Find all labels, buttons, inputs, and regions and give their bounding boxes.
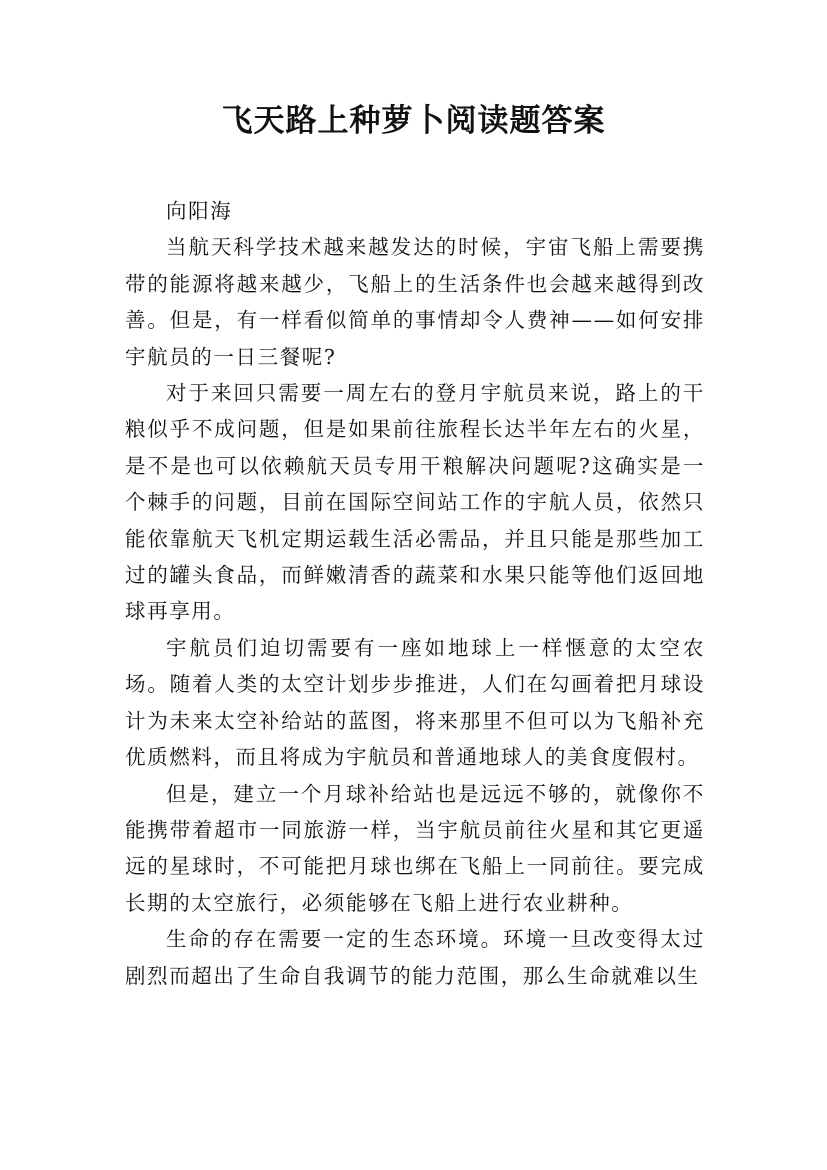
paragraph-1: 当航天科学技术越来越发达的时候，宇宙飞船上需要携带的能源将越来越少，飞船上的生活条件也会越来越得到改善。但是，有一样看似简单的事情却令人费神——如何安排宇航员的一日三餐呢? [125,235,705,369]
document-title: 飞天路上种萝卜阅读题答案 [221,103,606,139]
paragraph-5: 生命的存在需要一定的生态环境。环境一旦改变得太过剧烈而超出了生命自我调节的能力范围，那么生命就难以生 [125,927,705,988]
author-name: 向阳海 [166,199,233,223]
paragraph-3: 宇航员们迫切需要有一座如地球上一样惬意的太空农场。随着人类的太空计划步步推进，人们在勾画着把月球设计为未来太空补给站的蓝图，将来那里不但可以为飞船补充优质燃料，而且将成为宇航员和普通地球人的美食度假村。 [125,635,705,770]
paragraph-4: 但是，建立一个月球补给站也是远远不够的，就像你不能携带着超市一同旅游一样，当宇航员前往火星和其它更遥远的星球时，不可能把月球也绑在飞船上一同前往。要完成长期的太空旅行，必须能够在飞船上进行农业耕种。 [125,781,705,915]
paragraph-2: 对于来回只需要一周左右的登月宇航员来说，路上的干粮似乎不成问题，但是如果前往旅程长达半年左右的火星，是不是也可以依赖航天员专用干粮解决问题呢?这确实是一个棘手的问题，目前在国际空间站工作的宇航人员，依然只能依靠航天飞机定期运载生活必需品，并且只能是那些加工过的罐头食品，而鲜嫩清香的蔬菜和水果只能等他们返回地球再享用。 [125,381,705,624]
document-body [125,193,705,994]
